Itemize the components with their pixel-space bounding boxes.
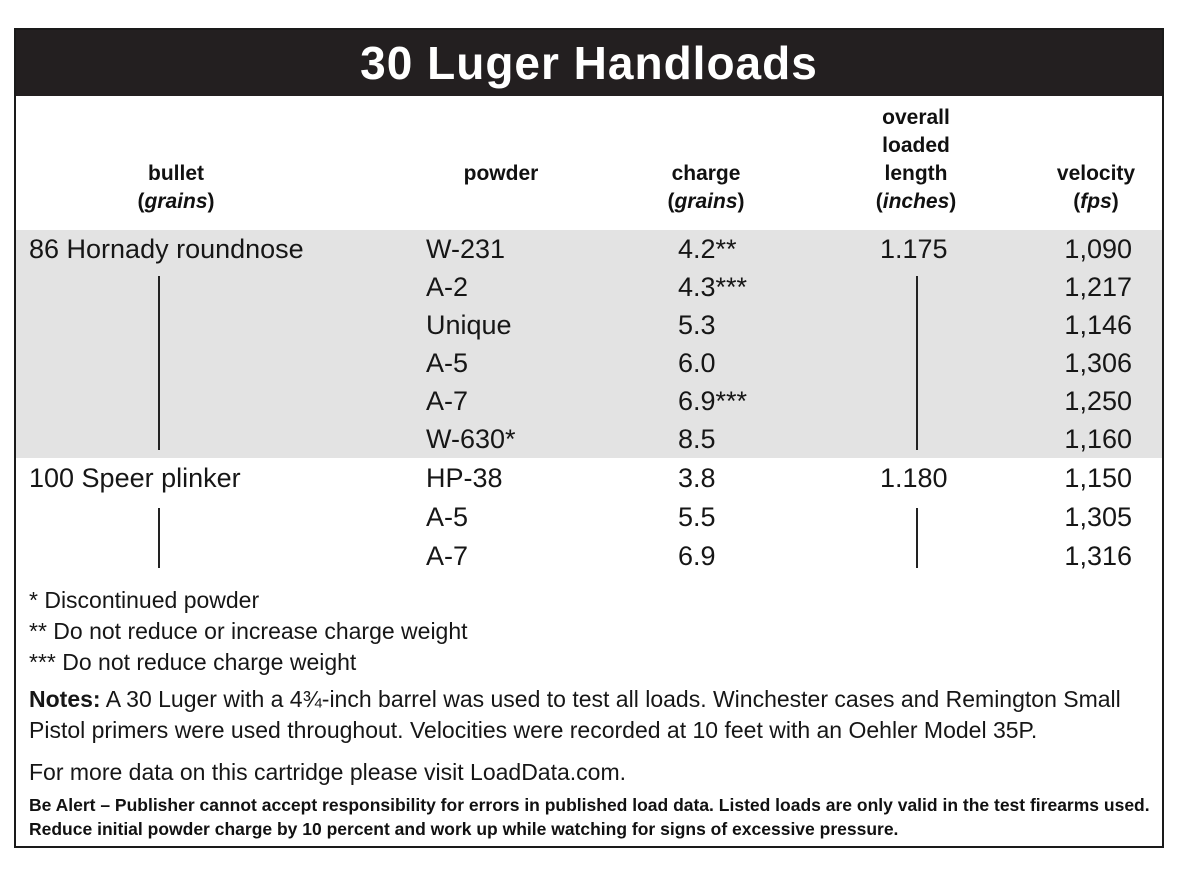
velocity-cell: 1,250 <box>1064 386 1132 416</box>
velocity-cell: 1,217 <box>1064 272 1132 302</box>
charge-cell: 8.5 <box>678 424 716 454</box>
group-oal: 1.180 <box>880 463 948 493</box>
header-velocity-unit-text: fps <box>1080 190 1112 213</box>
powder-cell: A-7 <box>426 386 469 416</box>
header-oal-line2: loaded <box>882 134 950 157</box>
velocity-cell: 1,090 <box>1064 234 1132 264</box>
header-charge-unit-text: grains <box>674 190 738 213</box>
header-oal-line1: overall <box>882 106 950 129</box>
header-bullet <box>96 160 256 216</box>
footnote: * Discontinued powder <box>29 587 260 613</box>
header-powder-label: powder <box>463 162 539 185</box>
group-oal-continuation-line <box>916 276 918 450</box>
header-bullet-unit-text: grains <box>144 190 208 213</box>
charge-cell: 4.3*** <box>678 272 748 302</box>
header-powder <box>436 160 566 188</box>
powder-cell: A-5 <box>426 348 469 378</box>
charge-cell: 6.9*** <box>678 386 748 416</box>
charge-cell: 5.3 <box>678 310 716 340</box>
powder-cell: Unique <box>426 310 512 340</box>
charge-cell: 5.5 <box>678 502 716 532</box>
header-oal-line3: length <box>884 162 948 185</box>
group-bullet: 86 Hornady roundnose <box>29 234 304 264</box>
group-bullet-continuation-line <box>158 508 160 568</box>
group-oal: 1.175 <box>880 234 948 264</box>
velocity-cell: 1,146 <box>1064 310 1132 340</box>
velocity-cell: 1,160 <box>1064 424 1132 454</box>
group-bullet: 100 Speer plinker <box>29 463 241 493</box>
more-data-text: For more data on this cartridge please visit LoadData.com. <box>29 759 627 785</box>
header-bullet-unit: (grains) <box>137 190 215 213</box>
load-data-table <box>14 28 1164 848</box>
group-bullet-continuation-line <box>158 276 160 450</box>
velocity-cell: 1,306 <box>1064 348 1132 378</box>
header-bullet-label: bullet <box>148 162 204 185</box>
powder-cell: A-2 <box>426 272 469 302</box>
header-oal-unit-text: inches <box>882 190 950 213</box>
header-charge <box>646 160 766 216</box>
header-oal <box>856 104 976 216</box>
powder-cell: W-231 <box>426 234 506 264</box>
notes-paragraph <box>29 684 1154 746</box>
notes-label: Notes: <box>29 686 101 712</box>
powder-cell: W-630* <box>426 424 516 454</box>
header-velocity-label: velocity <box>1056 162 1136 185</box>
velocity-cell: 1,150 <box>1064 463 1132 493</box>
header-velocity <box>1036 160 1156 216</box>
header-charge-unit: (grains) <box>667 190 745 213</box>
charge-cell: 6.9 <box>678 541 716 571</box>
powder-cell: A-7 <box>426 541 469 571</box>
notes-text: A 30 Luger with a 4¾-inch barrel was used to test all loads. Winchester cases and Remington Small Pistol primers were used throughout. Velocities were recorded at 10 feet with an Oehler Model 35P. <box>29 686 1121 743</box>
powder-cell: A-5 <box>426 502 469 532</box>
footnote: *** Do not reduce charge weight <box>29 649 357 675</box>
charge-cell: 6.0 <box>678 348 716 378</box>
powder-cell: HP-38 <box>426 463 503 493</box>
table-title: 30 Luger Handloads <box>16 30 1162 96</box>
velocity-cell: 1,305 <box>1064 502 1132 532</box>
header-oal-unit: (inches) <box>875 190 957 213</box>
velocity-cell: 1,316 <box>1064 541 1132 571</box>
group-oal-continuation-line <box>916 508 918 568</box>
charge-cell: 4.2** <box>678 234 737 264</box>
alert-disclaimer: Be Alert – Publisher cannot accept responsibility for errors in published load data. Listed loads are only valid in the test firearms used. Reduce initial powder charge by 10 percent and work up while watching for signs of excessive pressure. <box>29 795 1150 839</box>
footnote: ** Do not reduce or increase charge weight <box>29 618 468 644</box>
header-velocity-unit: (fps) <box>1073 190 1119 213</box>
header-charge-label: charge <box>671 162 741 185</box>
charge-cell: 3.8 <box>678 463 716 493</box>
